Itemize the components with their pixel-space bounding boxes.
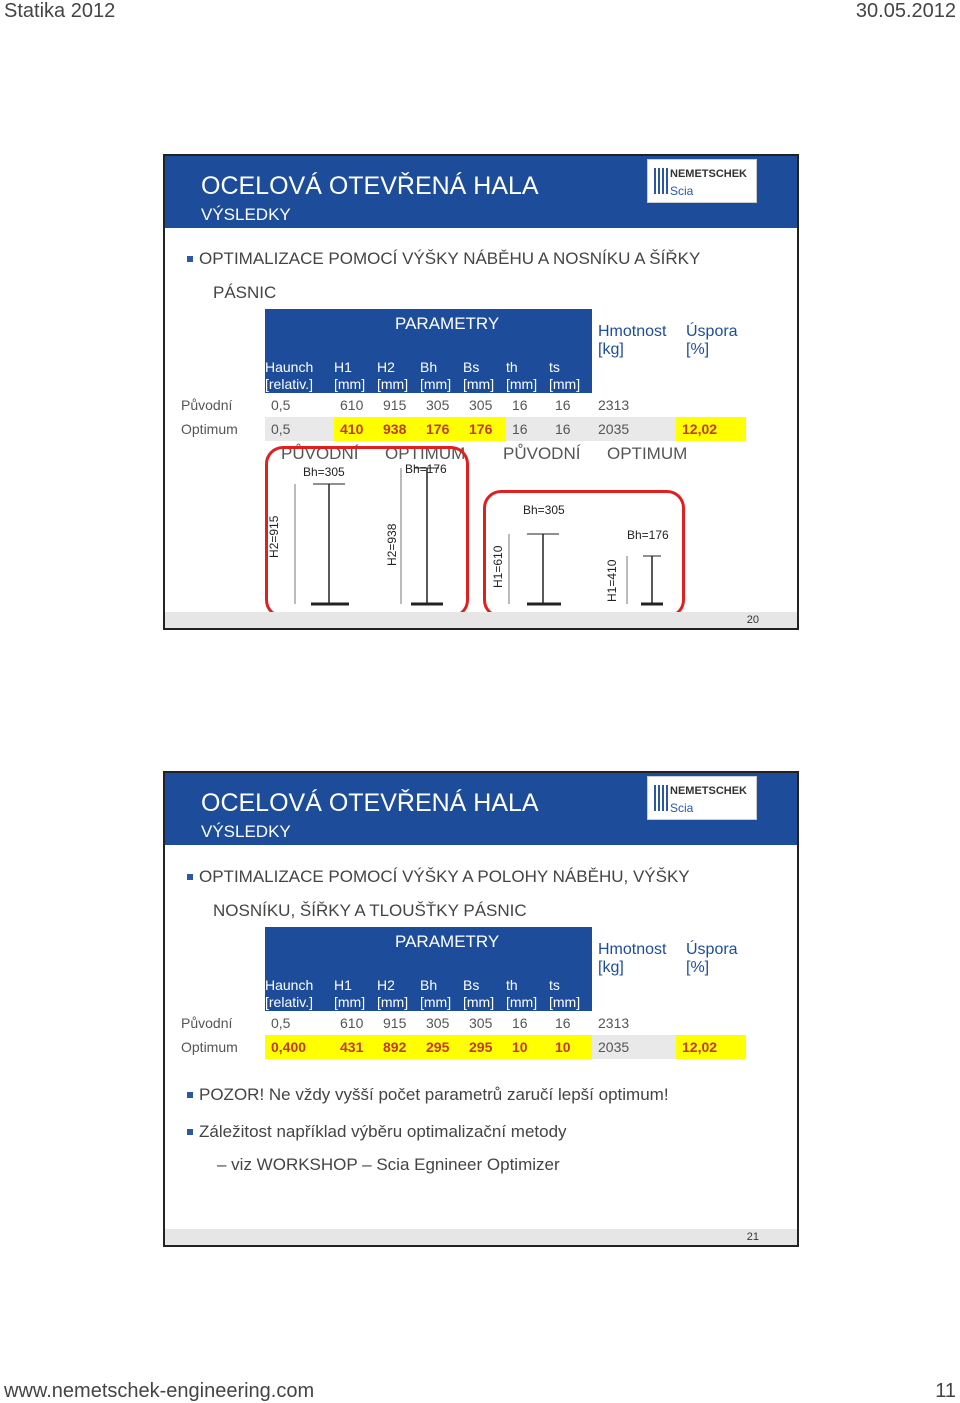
slide-title: OCELOVÁ OTEVŘENÁ HALA xyxy=(201,789,539,817)
params-title: PARAMETRY xyxy=(395,314,500,333)
bullet-text: OPTIMALIZACE POMOCÍ VÝŠKY A POLOHY NÁBĚHU, VÝŠKY xyxy=(199,861,690,893)
col-bh: Bh [mm] xyxy=(420,927,463,1011)
bullet-text: Záležitost například výběru optimalizační metody xyxy=(199,1116,567,1148)
table-row: Optimum 0,5 410 938 176 176 16 16 2035 12,02 xyxy=(175,417,746,441)
logo-name: NEMETSCHEK xyxy=(670,785,748,797)
header-title: Statika 2012 xyxy=(4,0,116,22)
dim-h: H2=938 xyxy=(385,523,399,566)
dim-bh: Bh=305 xyxy=(303,465,345,479)
dim-bh: Bh=176 xyxy=(405,462,447,476)
bullet-text: OPTIMALIZACE POMOCÍ VÝŠKY NÁBĚHU A NOSNÍKU A ŠÍŘKY xyxy=(199,243,700,275)
slide-page-number: 20 xyxy=(165,612,797,628)
beam-original-1 xyxy=(295,484,349,604)
slide-banner xyxy=(165,773,797,845)
table-row: Optimum 0,400 431 892 295 295 10 10 2035 12,02 xyxy=(175,1035,746,1059)
label-optimum: OPTIMUM xyxy=(385,444,466,463)
label-optimum: OPTIMUM xyxy=(607,444,688,463)
beam-optimum-1 xyxy=(401,468,443,604)
col-h2: H2 [mm] xyxy=(377,927,420,1011)
beam-original-2 xyxy=(509,534,561,604)
col-h1: H1 [mm] xyxy=(334,927,377,1011)
col-saving: Úspora [%] xyxy=(676,927,746,1011)
bullet-text: POZOR! Ne vždy vyšší počet parametrů zaručí lepší optimum! xyxy=(199,1079,669,1111)
slide-21 xyxy=(163,771,799,1247)
col-ts: ts [mm] xyxy=(549,309,592,393)
dim-h: H1=610 xyxy=(491,545,505,588)
header-date: 30.05.2012 xyxy=(855,0,956,22)
dim-bh: Bh=305 xyxy=(523,503,565,517)
col-h1: H1 [mm] xyxy=(334,309,377,393)
footer-page-number: 11 xyxy=(935,1380,956,1402)
col-th: th [mm] xyxy=(506,309,549,393)
label-original: PŮVODNÍ xyxy=(503,444,581,463)
bullet-text-cont: – viz WORKSHOP – Scia Egnineer Optimizer xyxy=(217,1155,560,1174)
slide-subtitle: VÝSLEDKY xyxy=(201,822,291,841)
dim-h: H2=915 xyxy=(267,515,281,558)
col-h2: H2 [mm] xyxy=(377,309,420,393)
col-bs: Bs [mm] xyxy=(463,927,506,1011)
slide-title: OCELOVÁ OTEVŘENÁ HALA xyxy=(201,172,539,200)
slide-20 xyxy=(163,154,799,630)
col-saving: Úspora [%] xyxy=(676,309,746,393)
table-row: Původní 0,5 610 915 305 305 16 16 2313 xyxy=(175,393,746,417)
col-haunch: Haunch [relativ.] xyxy=(265,927,334,1011)
logo-sub: Scia xyxy=(670,184,694,198)
col-ts: ts [mm] xyxy=(549,927,592,1011)
col-mass: Hmotnost [kg] xyxy=(592,309,676,393)
dim-bh: Bh=176 xyxy=(627,528,669,542)
table-row: Původní 0,5 610 915 305 305 16 16 2313 xyxy=(175,1011,746,1035)
col-bs: Bs [mm] xyxy=(463,309,506,393)
slide-banner xyxy=(165,156,797,228)
dim-h: H1=410 xyxy=(605,559,619,602)
col-haunch: Haunch [relativ.] xyxy=(265,309,334,393)
col-th: th [mm] xyxy=(506,927,549,1011)
footer-url: www.nemetschek-engineering.com xyxy=(4,1380,315,1402)
beam-optimum-2 xyxy=(627,556,663,604)
bullet-text-cont: NOSNÍKU, ŠÍŘKY A TLOUŠŤKY PÁSNIC xyxy=(213,901,527,920)
slide-page-number: 21 xyxy=(165,1229,797,1245)
slide-subtitle: VÝSLEDKY xyxy=(201,205,291,224)
col-bh: Bh [mm] xyxy=(420,309,463,393)
params-title: PARAMETRY xyxy=(395,932,500,951)
beam-drawings xyxy=(265,456,685,616)
label-original: PŮVODNÍ xyxy=(281,444,359,463)
col-mass: Hmotnost [kg] xyxy=(592,927,676,1011)
logo-bars-icon xyxy=(654,168,668,194)
logo-sub: Scia xyxy=(670,801,694,815)
nemetschek-logo xyxy=(647,159,757,203)
bullet-text-cont: PÁSNIC xyxy=(213,283,277,302)
nemetschek-logo xyxy=(647,776,757,820)
logo-name: NEMETSCHEK xyxy=(670,168,748,180)
logo-bars-icon xyxy=(654,785,668,811)
